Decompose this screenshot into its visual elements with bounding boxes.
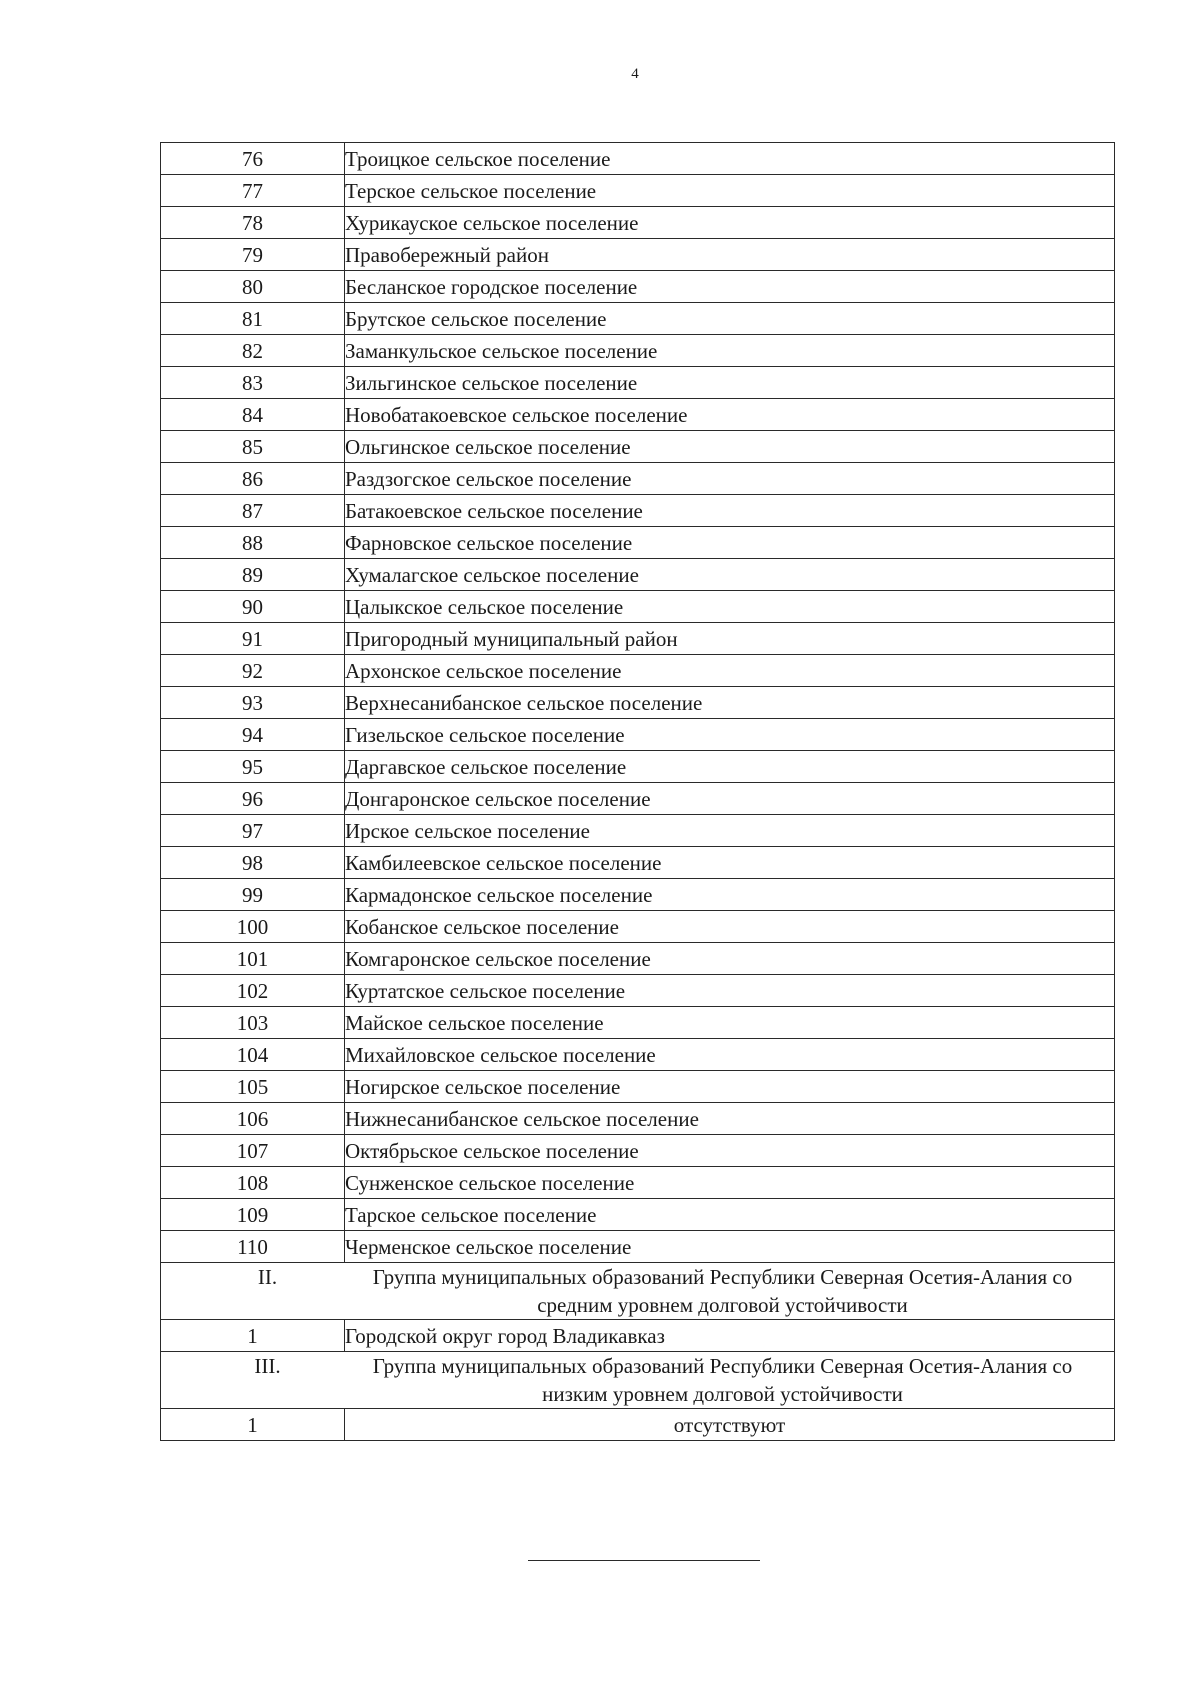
group-ii-title bbox=[343, 1263, 1103, 1319]
row-name: отсутствуют bbox=[345, 1409, 1115, 1441]
row-name: Хурикауское сельское поселение bbox=[345, 207, 1115, 239]
table-row bbox=[161, 399, 1115, 431]
row-name: Архонское сельское поселение bbox=[345, 655, 1115, 687]
row-name: Ольгинское сельское поселение bbox=[345, 431, 1115, 463]
row-name: Тарское сельское поселение bbox=[345, 1199, 1115, 1231]
table-row bbox=[161, 911, 1115, 943]
table-row bbox=[161, 655, 1115, 687]
table-body bbox=[161, 143, 1115, 1263]
row-number: 93 bbox=[161, 687, 345, 719]
table-row bbox=[161, 559, 1115, 591]
table-row bbox=[161, 975, 1115, 1007]
table-row bbox=[161, 591, 1115, 623]
row-number: 77 bbox=[161, 175, 345, 207]
table-row bbox=[161, 335, 1115, 367]
table-row bbox=[161, 1135, 1115, 1167]
row-number: 90 bbox=[161, 591, 345, 623]
row-name: Ирское сельское поселение bbox=[345, 815, 1115, 847]
table-row bbox=[161, 1409, 1115, 1441]
row-number: 98 bbox=[161, 847, 345, 879]
row-number: 108 bbox=[161, 1167, 345, 1199]
row-number: 97 bbox=[161, 815, 345, 847]
row-name: Заманкульское сельское поселение bbox=[345, 335, 1115, 367]
table-row bbox=[161, 495, 1115, 527]
group-ii-section bbox=[161, 1263, 1115, 1352]
row-number: 107 bbox=[161, 1135, 345, 1167]
table-row bbox=[161, 879, 1115, 911]
municipalities-table bbox=[160, 142, 1115, 1441]
table-row bbox=[161, 815, 1115, 847]
row-number: 80 bbox=[161, 271, 345, 303]
row-name: Кармадонское сельское поселение bbox=[345, 879, 1115, 911]
row-name: Батакоевское сельское поселение bbox=[345, 495, 1115, 527]
row-name: Правобережный район bbox=[345, 239, 1115, 271]
row-number: 76 bbox=[161, 143, 345, 175]
row-number: 88 bbox=[161, 527, 345, 559]
table-row bbox=[161, 527, 1115, 559]
row-number: 101 bbox=[161, 943, 345, 975]
table-row bbox=[161, 719, 1115, 751]
row-name: Октябрьское сельское поселение bbox=[345, 1135, 1115, 1167]
row-name: Гизельское сельское поселение bbox=[345, 719, 1115, 751]
row-name: Комгаронское сельское поселение bbox=[345, 943, 1115, 975]
row-name: Цалыкское сельское поселение bbox=[345, 591, 1115, 623]
table-row bbox=[161, 303, 1115, 335]
row-number: 91 bbox=[161, 623, 345, 655]
row-name: Бесланское городское поселение bbox=[345, 271, 1115, 303]
row-number: 84 bbox=[161, 399, 345, 431]
table-row bbox=[161, 687, 1115, 719]
table-row bbox=[161, 239, 1115, 271]
row-name: Троицкое сельское поселение bbox=[345, 143, 1115, 175]
row-number: 104 bbox=[161, 1039, 345, 1071]
row-number: 109 bbox=[161, 1199, 345, 1231]
table-row bbox=[161, 431, 1115, 463]
table-row bbox=[161, 143, 1115, 175]
group-iii-title bbox=[343, 1352, 1103, 1408]
row-number: 79 bbox=[161, 239, 345, 271]
table-row bbox=[161, 207, 1115, 239]
table-row bbox=[161, 943, 1115, 975]
row-number: 78 bbox=[161, 207, 345, 239]
end-divider bbox=[528, 1560, 760, 1561]
row-number: 100 bbox=[161, 911, 345, 943]
row-name: Хумалагское сельское поселение bbox=[345, 559, 1115, 591]
row-name: Фарновское сельское поселение bbox=[345, 527, 1115, 559]
row-name: Майское сельское поселение bbox=[345, 1007, 1115, 1039]
row-number: 81 bbox=[161, 303, 345, 335]
row-number: 96 bbox=[161, 783, 345, 815]
row-number: 87 bbox=[161, 495, 345, 527]
table-row bbox=[161, 1199, 1115, 1231]
row-name: Сунженское сельское поселение bbox=[345, 1167, 1115, 1199]
row-number: 86 bbox=[161, 463, 345, 495]
row-name: Михайловское сельское поселение bbox=[345, 1039, 1115, 1071]
group-iii-roman: III. bbox=[254, 1354, 281, 1378]
row-name: Новобатакоевское сельское поселение bbox=[345, 399, 1115, 431]
group-iii-header-row bbox=[161, 1352, 1115, 1409]
row-number: 1 bbox=[161, 1409, 345, 1441]
group-iii-section bbox=[161, 1352, 1115, 1441]
row-number: 85 bbox=[161, 431, 345, 463]
row-number: 92 bbox=[161, 655, 345, 687]
page-number: 4 bbox=[631, 66, 639, 82]
group-ii-title-line2: средним уровнем долговой устойчивости bbox=[537, 1293, 908, 1317]
table-row bbox=[161, 463, 1115, 495]
row-number: 110 bbox=[161, 1231, 345, 1263]
table-row bbox=[161, 1167, 1115, 1199]
row-number: 94 bbox=[161, 719, 345, 751]
row-name: Куртатское сельское поселение bbox=[345, 975, 1115, 1007]
row-name: Раздзогское сельское поселение bbox=[345, 463, 1115, 495]
row-name: Даргавское сельское поселение bbox=[345, 751, 1115, 783]
table-row bbox=[161, 1039, 1115, 1071]
row-name: Верхнесанибанское сельское поселение bbox=[345, 687, 1115, 719]
table-row bbox=[161, 367, 1115, 399]
row-number: 99 bbox=[161, 879, 345, 911]
table-row bbox=[161, 1103, 1115, 1135]
row-name: Городской округ город Владикавказ bbox=[345, 1320, 1115, 1352]
row-name: Ногирское сельское поселение bbox=[345, 1071, 1115, 1103]
row-number: 103 bbox=[161, 1007, 345, 1039]
row-name: Черменское сельское поселение bbox=[345, 1231, 1115, 1263]
row-name: Терское сельское поселение bbox=[345, 175, 1115, 207]
table-row bbox=[161, 175, 1115, 207]
row-name: Нижнесанибанское сельское поселение bbox=[345, 1103, 1115, 1135]
table-row bbox=[161, 751, 1115, 783]
row-number: 82 bbox=[161, 335, 345, 367]
group-iii-header bbox=[161, 1352, 1115, 1409]
row-number: 102 bbox=[161, 975, 345, 1007]
row-number: 89 bbox=[161, 559, 345, 591]
row-name: Донгаронское сельское поселение bbox=[345, 783, 1115, 815]
row-name: Кобанское сельское поселение bbox=[345, 911, 1115, 943]
group-iii-title-line1: Группа муниципальных образований Республики Северная Осетия-Алания со bbox=[372, 1354, 1073, 1378]
table-row bbox=[161, 847, 1115, 879]
row-number: 95 bbox=[161, 751, 345, 783]
table-row bbox=[161, 1231, 1115, 1263]
group-iii-title-line2: низким уровнем долговой устойчивости bbox=[542, 1382, 903, 1406]
row-number: 83 bbox=[161, 367, 345, 399]
table-row bbox=[161, 783, 1115, 815]
row-number: 1 bbox=[161, 1320, 345, 1352]
row-name: Пригородный муниципальный район bbox=[345, 623, 1115, 655]
row-name: Зильгинское сельское поселение bbox=[345, 367, 1115, 399]
group-ii-header bbox=[161, 1263, 1115, 1320]
row-name: Камбилеевское сельское поселение bbox=[345, 847, 1115, 879]
table-row bbox=[161, 623, 1115, 655]
table-row bbox=[161, 271, 1115, 303]
table-row bbox=[161, 1071, 1115, 1103]
group-ii-header-row bbox=[161, 1263, 1115, 1320]
row-number: 105 bbox=[161, 1071, 345, 1103]
row-name: Брутское сельское поселение bbox=[345, 303, 1115, 335]
group-ii-title-line1: Группа муниципальных образований Республики Северная Осетия-Алания со bbox=[372, 1265, 1073, 1289]
table-row bbox=[161, 1007, 1115, 1039]
group-ii-roman: II. bbox=[257, 1265, 278, 1289]
row-number: 106 bbox=[161, 1103, 345, 1135]
table-row bbox=[161, 1320, 1115, 1352]
